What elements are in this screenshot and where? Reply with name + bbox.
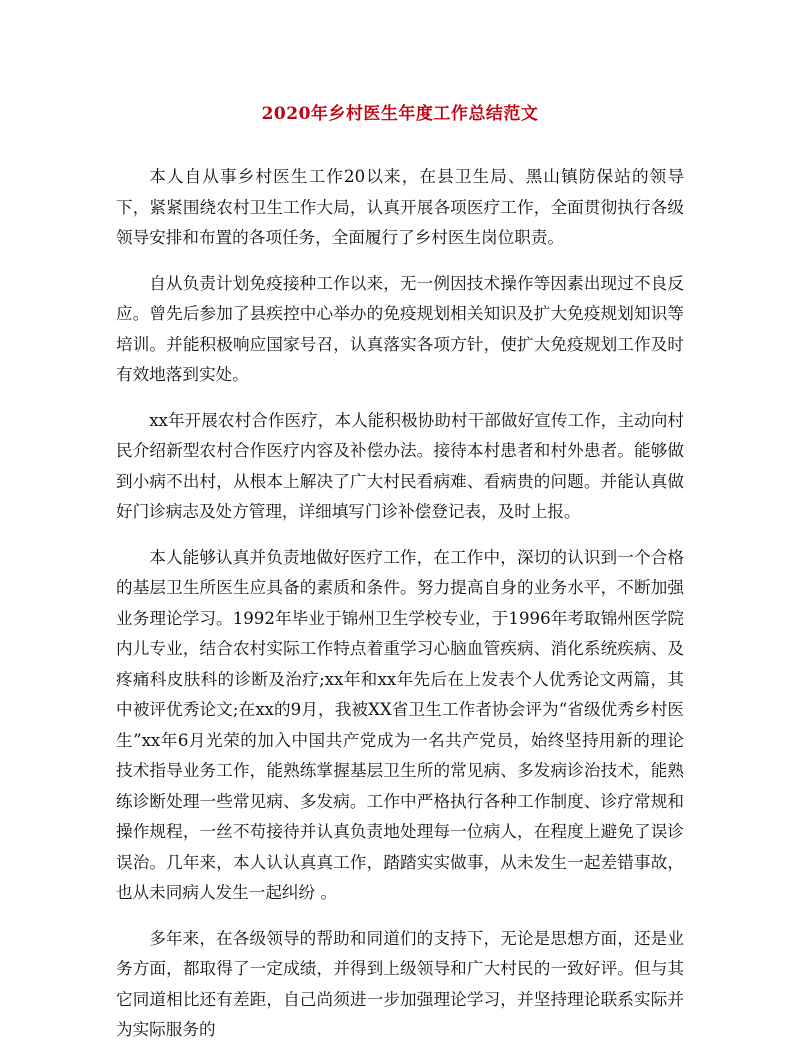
paragraph-3: xx年开展农村合作医疗，本人能积极协助村干部做好宣传工作，主动向村民介绍新型农村合作医疗内容及补偿办法。接待本村患者和村外患者。能够做到小病不出村，从根本上解决了广大村民看病难、看病贵的问题。并能认真做好门诊病志及处方管理，详细填写门诊补偿登记表，及时上报。	[116, 410, 684, 521]
paragraph-4: 本人能够认真并负责地做好医疗工作，在工作中，深切的认识到一个合格的基层卫生所医生应具备的素质和条件。努力提高自身的业务水平，不断加强业务理论学习。1992年毕业于锦州卫生学校专业，于1996年考取锦州医学院内儿专业，结合农村实际工作特点着重学习心脑血管疾病、消化系统疾病、及疼痛科皮肤科的诊断及治疗;xx年和xx年先后在上发表个人优秀论文两篇，其中被评优秀论文;在xx的9月，我被XX省卫生工作者协会评为“省级优秀乡村医生”xx年6月光荣的加入中国共产党成为一名共产党员，始终坚持用新的理论技术指导业务工作，能熟练掌握基层卫生所的常见病、多发病诊治技术，能熟练诊断处理一些常见病、多发病。工作中严格执行各种工作制度、诊疗常规和操作规程，一丝不苟接待并认真负责地处理每一位病人，在程度上避免了误诊误治。几年来，本人认认真真工作，踏踏实实做事，从未发生一起差错事故，也从未同病人发生一起纠纷 。	[116, 547, 684, 902]
paragraph-5: 多年来，在各级领导的帮助和同道们的支持下，无论是思想方面，还是业务方面，都取得了一定成绩，并得到上级领导和广大村民的一致好评。但与其它同道相比还有差距，自己尚须进一步加强理论学习，并坚持理论联系实际并为实际服务的	[116, 928, 684, 1039]
paragraph-1: 本人自从事乡村医生工作20以来，在县卫生局、黑山镇防保站的领导下，紧紧围绕农村卫生工作大局，认真开展各项医疗工作，全面贯彻执行各级领导安排和布置的各项任务，全面履行了乡村医生岗位职责。	[116, 167, 684, 247]
paragraph-2: 自从负责计划免疫接种工作以来，无一例因技术操作等因素出现过不良反应。曾先后参加了县疾控中心举办的免疫规划相关知识及扩大免疫规划知识等培训。并能积极响应国家号召，认真落实各项方针，使扩大免疫规划工作及时有效地落到实处。	[116, 273, 684, 384]
document-title: 2020年乡村医生年度工作总结范文	[261, 104, 539, 124]
